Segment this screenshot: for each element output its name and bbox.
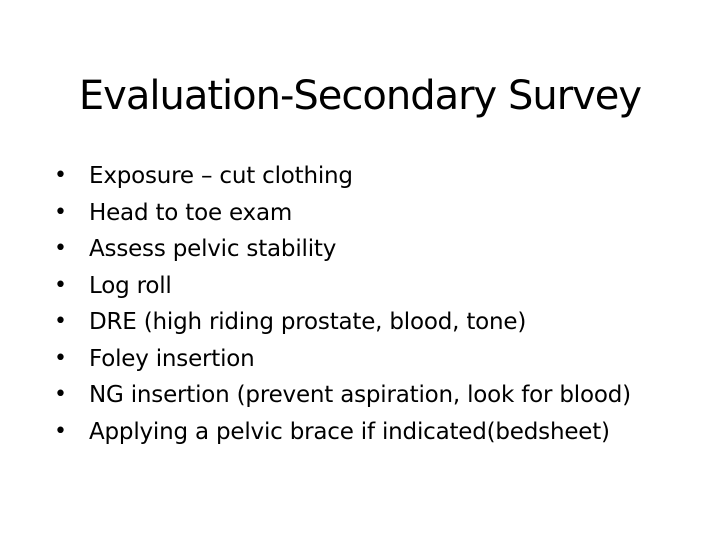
list-item-text: Exposure – cut clothing	[89, 163, 353, 189]
list-item-text: Log roll	[89, 272, 172, 299]
list-item-text: Head to toe exam	[89, 199, 293, 226]
list-item	[54, 195, 674, 232]
list-item	[54, 414, 674, 451]
bullet-icon: •	[54, 309, 67, 334]
bullet-icon: •	[54, 418, 67, 444]
list-item-text: Assess pelvic stability	[89, 236, 337, 262]
list-item-text: Foley insertion	[89, 345, 255, 372]
list-item-text: NG insertion (prevent aspiration, look for blood)	[89, 382, 631, 408]
list-item	[54, 268, 674, 305]
bullet-icon: •	[54, 163, 67, 188]
list-item-text: DRE (high riding prostate, blood, tone)	[89, 309, 527, 335]
list-item-text: Applying a pelvic brace if indicated(bedsheet)	[89, 418, 610, 445]
bullet-icon: •	[54, 199, 67, 225]
slide-title: Evaluation-Secondary Survey	[78, 73, 642, 119]
bullet-icon: •	[54, 272, 67, 298]
bullet-list	[54, 158, 674, 450]
list-item	[54, 158, 674, 195]
bullet-icon: •	[54, 236, 67, 261]
bullet-icon: •	[54, 345, 67, 371]
list-item	[54, 377, 674, 414]
bullet-icon: •	[54, 382, 67, 407]
list-item	[54, 341, 674, 378]
list-item	[54, 231, 674, 268]
list-item	[54, 304, 674, 341]
